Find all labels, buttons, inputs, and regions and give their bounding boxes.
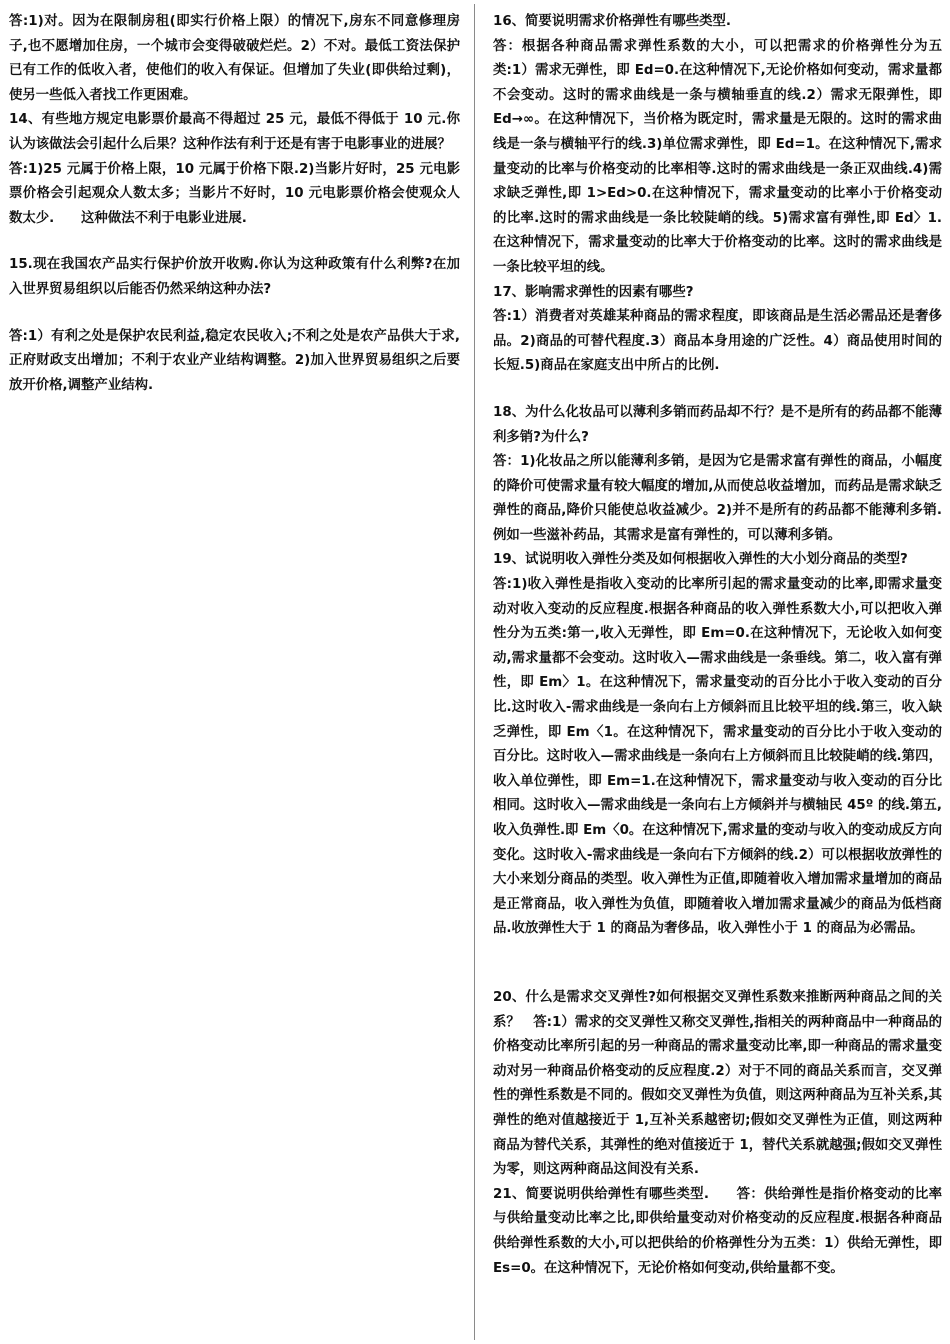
question-16: 16、简要说明需求价格弹性有哪些类型. <box>493 14 731 29</box>
spacer <box>493 379 942 401</box>
answer-14: 答:1)25 元属于价格上限，10 元属于价格下限.2)当影片好时，25 元电影票价格会引起观众人数太多；当影片不好时，10 元电影票价格会使观众人数太少. 这种做法不利于电影业进展. <box>9 161 460 226</box>
column-divider <box>474 4 475 1340</box>
question-17: 17、影响需求弹性的因素有哪些? <box>493 284 694 300</box>
left-column <box>9 10 460 398</box>
answer-15: 答:1）有利之处是保护农民利益,稳定农民收入;不利之处是农产品供大于求,正府财政支出增加；不利于农业产业结构调整。2)加入世界贸易组织之后要放开价格,调整产业结构. <box>9 328 460 393</box>
spacer <box>493 942 942 986</box>
question-answer-20: 20、什么是需求交叉弹性?如何根据交叉弹性系数来推断两种商品之间的关系？ 答:1）需求的交叉弹性又称交叉弹性,指相关的两种商品中一种商品的价格变动比率所引起的另一种商品的需求量变动比率,即一种商品的需求量变动对另一种商品价格变动的反应程度.2）对于不同的商品关系而言，交叉弹性的弹性系数是不同的。假如交叉弹性为负值，则这两种商品为互补关系,其弹性的绝对值越接近于 1,互补关系越密切;假如交叉弹性为正值，则这两种商品为替代关系，其弹性的绝对值接近于 1，替代关系就越强;假如交叉弹性为零，则这两种商品这间没有关系. <box>493 989 942 1178</box>
question-answer-21: 21、简要说明供给弹性有哪些类型. 答：供给弹性是指价格变动的比率与供给量变动比率之比,即供给量变动对价格变动的反应程度.根据各种商品供给弹性系数的大小,可以把供给的价格弹性分为五类：1）供给无弹性，即 Es=0。在这种情况下，无论价格如何变动,供给量都不变。 <box>493 1186 942 1276</box>
spacer <box>9 231 460 253</box>
answer-13: 答:1)对。因为在限制房租(即实行价格上限）的情况下,房东不同意修理房子,也不愿增加住房，一个城市会变得破破烂烂。2）不对。最低工资法保护已有工作的低收入者，使他们的收入有保证。但增加了失业(即供给过剩)，使另一些低入者找工作更困难。 <box>9 14 460 103</box>
question-19: 19、试说明收入弹性分类及如何根据收入弹性的大小划分商品的类型? <box>493 552 908 568</box>
spacer <box>9 303 460 325</box>
question-18: 18、为什么化妆品可以薄利多销而药品却不行？是不是所有的药品都不能薄利多销?为什么? <box>493 404 942 445</box>
question-15: 15.现在我国农产品实行保护价放开收购.你认为这种政策有什么利弊?在加入世界贸易组织以后能否仍然采纳这种办法? <box>9 257 460 297</box>
answer-17: 答:1）消费者对英雄某种商品的需求程度，即该商品是生活必需品还是奢侈品。2)商品的可替代程度.3）商品本身用途的广泛性。4）商品使用时间的长短.5)商品在家庭支出中所占的比例. <box>493 309 942 374</box>
right-column <box>493 10 942 1281</box>
answer-19: 答:1)收入弹性是指收入变动的比率所引起的需求量变动的比率,即需求量变动对收入变动的反应程度.根据各种商品的收入弹性系数大小,可以把收入弹性分为五类:第一,收入无弹性，即 Em=0.在这种情况下，无论收入如何变动,需求量都不会变动。这时收入—需求曲线是一条垂线。第二，收入富有弹性，即 Em〉1。在这种情况下，需求量变动的百分比小于收入变动的百分比.这时收入-需求曲线是一条向右上方倾斜而且比较平坦的线.第三，收入缺乏弹性，即 Em〈1。在这种情况下，需求量变动的百分比小于收入变动的百分比。这时收入—需求曲线是一条向右上方倾斜而且比较陡峭的线.第四，收入单位弹性，即 Em=1.在这种情况下，需求量变动与收入变动的百分比相同。这时收入—需求曲线是一条向右上方倾斜并与横轴民 45º 的线.第五,收入负弹性.即 Em〈0。在这种情况下,需求量的变动与收入的变动成反方向变化。这时收入-需求曲线是一条向右下方倾斜的线.2）可以根据收放弹性的大小来划分商品的类型。收入弹性为正值,即随着收入增加需求量增加的商品是正常商品，收入弹性为负值，即随着收入增加需求量减少的商品为低档商品.收放弹性大于 1 的商品为奢侈品，收入弹性小于 1 的商品为必需品。 <box>493 577 942 937</box>
answer-18: 答：1)化妆品之所以能薄利多销，是因为它是需求富有弹性的商品，小幅度的降价可使需求量有较大幅度的增加,从而使总收益增加，而药品是需求缺乏弹性的商品,降价只能使总收益减少。2)并不是所有的药品都不能薄利多销.例如一些滋补药品，其需求是富有弹性的，可以薄利多销。 <box>493 454 942 543</box>
question-14: 14、有些地方规定电影票价最高不得超过 25 元，最低不得低于 10 元.你认为该做法会引起什么后果？这种作法有利于还是有害于电影事业的进展？ <box>9 112 460 152</box>
answer-16: 答：根据各种商品需求弹性系数的大小，可以把需求的价格弹性分为五类:1）需求无弹性，即 Ed=0.在这种情况下,无论价格如何变动，需求量都不会变动。这时的需求曲线是一条与横轴垂直的线.2）需求无限弹性，即 Ed→∞。在这种情况下，当价格为既定时，需求量是无限的。这时的需求曲线是一条与横轴平行的线.3)单位需求弹性，即 Ed=1。在这种情况下,需求量变动的比率与价格变动的比率相等.这时的需求曲线是一条正双曲线.4)需求缺乏弹性,即 1>Ed>0.在这种情况下，需求量变动的比率小于价格变动的比率.这时的需求曲线是一条比较陡峭的线。5)需求富有弹性,即 Ed〉1.在这种情况下，需求量变动的比率大于价格变动的比率。这时的需求曲线是一条比较平坦的线。 <box>493 38 942 275</box>
